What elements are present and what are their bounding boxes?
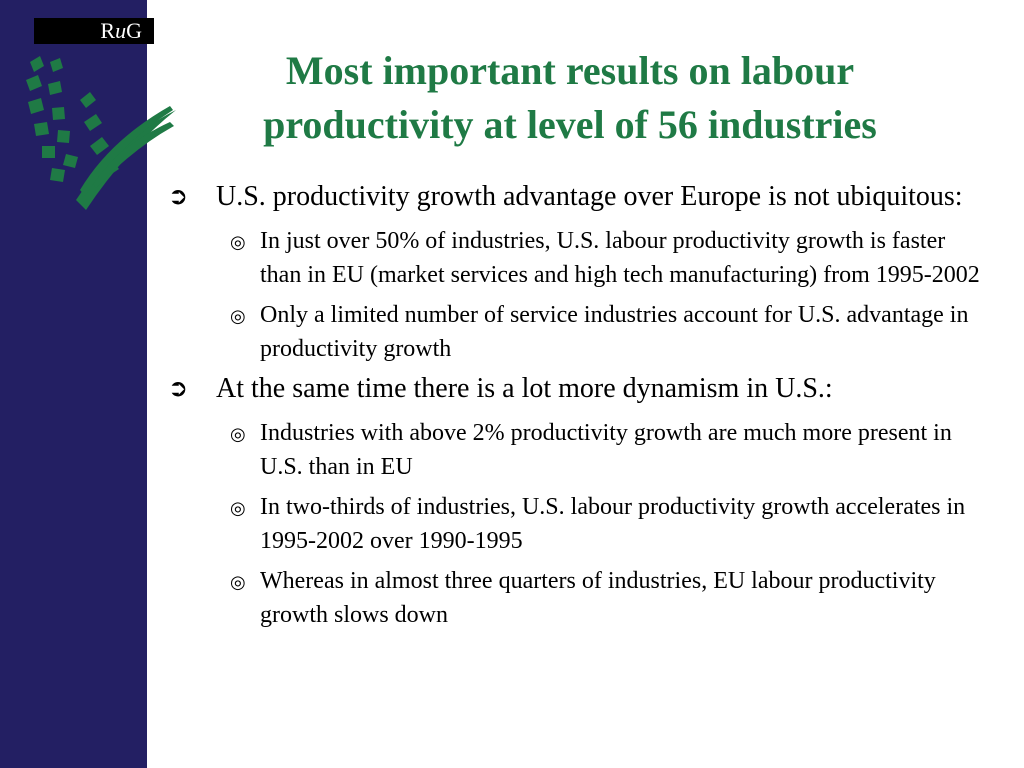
sub-bullet-text: In just over 50% of industries, U.S. labour productivity growth is faster than in EU (market services and high tech manufacturing) from 1995-2002 <box>260 228 980 288</box>
circle-bullet-icon: ◎ <box>230 232 246 252</box>
bullet-item <box>160 372 990 406</box>
circle-bullet-icon: ◎ <box>230 498 246 518</box>
sub-bullet-item <box>160 416 990 484</box>
bullet-text: U.S. productivity growth advantage over Europe is not ubiquitous: <box>216 181 963 212</box>
arrow-bullet-icon: ➲ <box>168 184 189 210</box>
bullet-item <box>160 180 990 214</box>
sub-bullet-text: In two-thirds of industries, U.S. labour productivity growth accelerates in 1995-2002 over 1990-1995 <box>260 494 966 554</box>
slide-title: Most important results on labour productivity at level of 56 industries <box>263 48 877 147</box>
circle-bullet-icon: ◎ <box>230 306 246 326</box>
rug-logo: RuG <box>34 18 154 44</box>
arrow-bullet-icon: ➲ <box>168 376 189 402</box>
sub-bullet-item <box>160 490 990 558</box>
bullet-list <box>160 180 990 638</box>
sub-bullet-item <box>160 298 990 366</box>
sub-bullet-text: Whereas in almost three quarters of industries, EU labour productivity growth slows down <box>260 568 936 628</box>
sub-bullet-text: Industries with above 2% productivity growth are much more present in U.S. than in EU <box>260 420 952 480</box>
sub-bullet-item <box>160 564 990 632</box>
sub-bullet-item <box>160 224 990 292</box>
circle-bullet-icon: ◎ <box>230 424 246 444</box>
sub-bullet-text: Only a limited number of service industries account for U.S. advantage in productivity growth <box>260 302 969 362</box>
circle-bullet-icon: ◎ <box>230 572 246 592</box>
bullet-text: At the same time there is a lot more dynamism in U.S.: <box>216 373 833 404</box>
